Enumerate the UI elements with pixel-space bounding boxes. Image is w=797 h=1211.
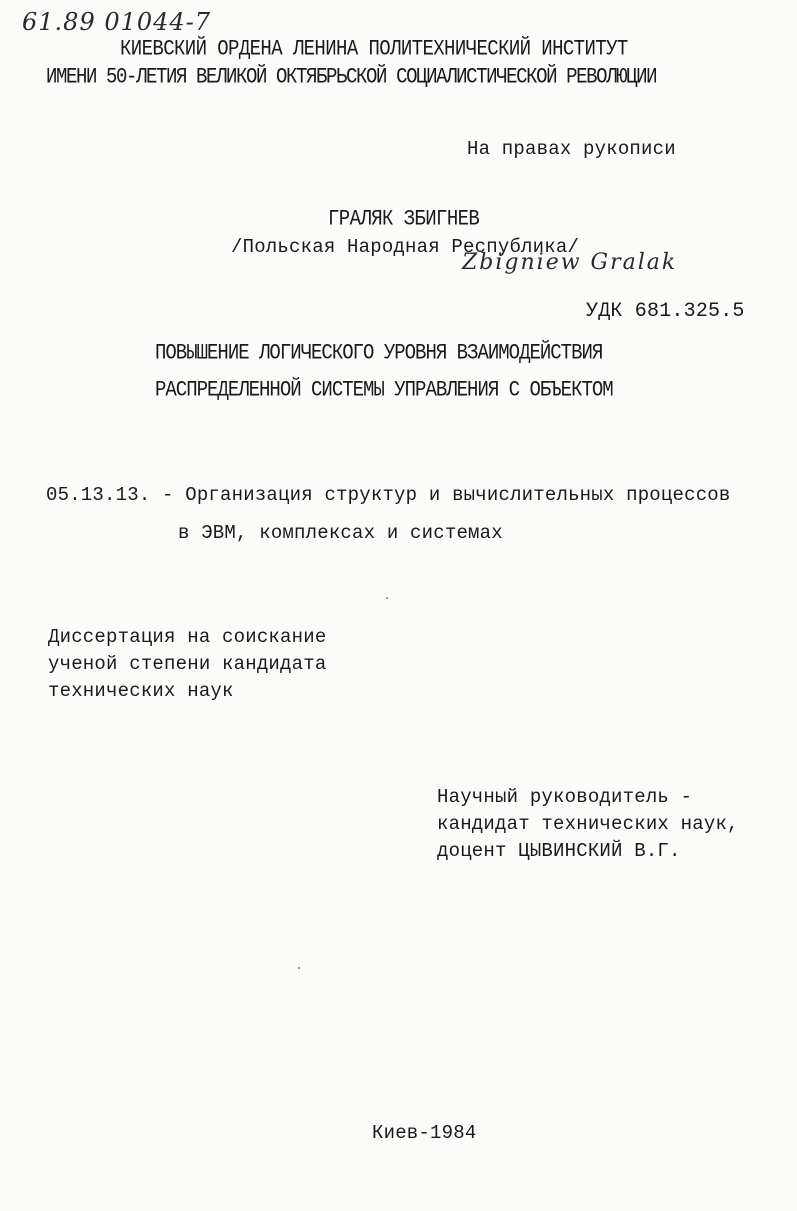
archive-mark: 61.89 01044-7 — [22, 8, 212, 36]
institute-line-1: КИЕВСКИЙ ОРДЕНА ЛЕНИНА ПОЛИТЕХНИЧЕСКИЙ ИНСТИТУТ — [120, 36, 628, 62]
title-line-1: ПОВЫШЕНИЕ ЛОГИЧЕСКОГО УРОВНЯ ВЗАИМОДЕЙСТВИЯ — [155, 340, 603, 366]
supervisor-line-3: доцент ЦЫВИНСКИЙ В.Г. — [437, 840, 681, 862]
institute-line-2: ИМЕНИ 50-ЛЕТИЯ ВЕЛИКОЙ ОКТЯБРЬСКОЙ СОЦИАЛИСТИЧЕСКОЙ РЕВОЛЮЦИИ — [46, 64, 657, 90]
degree-line-2: ученой степени кандидата — [48, 653, 327, 675]
author-signature: Zbigniew Gralak — [462, 250, 678, 275]
degree-line-3: технических наук — [48, 680, 234, 702]
author-country: /Польская Народная Республика/ — [231, 236, 580, 258]
degree-line-1: Диссертация на соискание — [48, 626, 327, 648]
author-name: ГРАЛЯК ЗБИГНЕВ — [328, 206, 480, 232]
supervisor-line-1: Научный руководитель - — [437, 786, 693, 808]
city-year: Киев-1984 — [372, 1122, 477, 1144]
title-line-2: РАСПРЕДЕЛЕННОЙ СИСТЕМЫ УПРАВЛЕНИЯ С ОБЪЕКТОМ — [155, 377, 613, 403]
specialty-line-2: в ЭВМ, комплексах и системах — [178, 522, 503, 544]
supervisor-line-2: кандидат технических наук, — [437, 813, 739, 835]
scan-speck — [298, 967, 300, 969]
specialty-line-1: 05.13.13. - Организация структур и вычислительных процессов — [46, 484, 731, 506]
scan-speck — [386, 597, 388, 599]
udc-code: УДК 681.325.5 — [586, 300, 745, 323]
manuscript-note: На правах рукописи — [467, 138, 676, 160]
